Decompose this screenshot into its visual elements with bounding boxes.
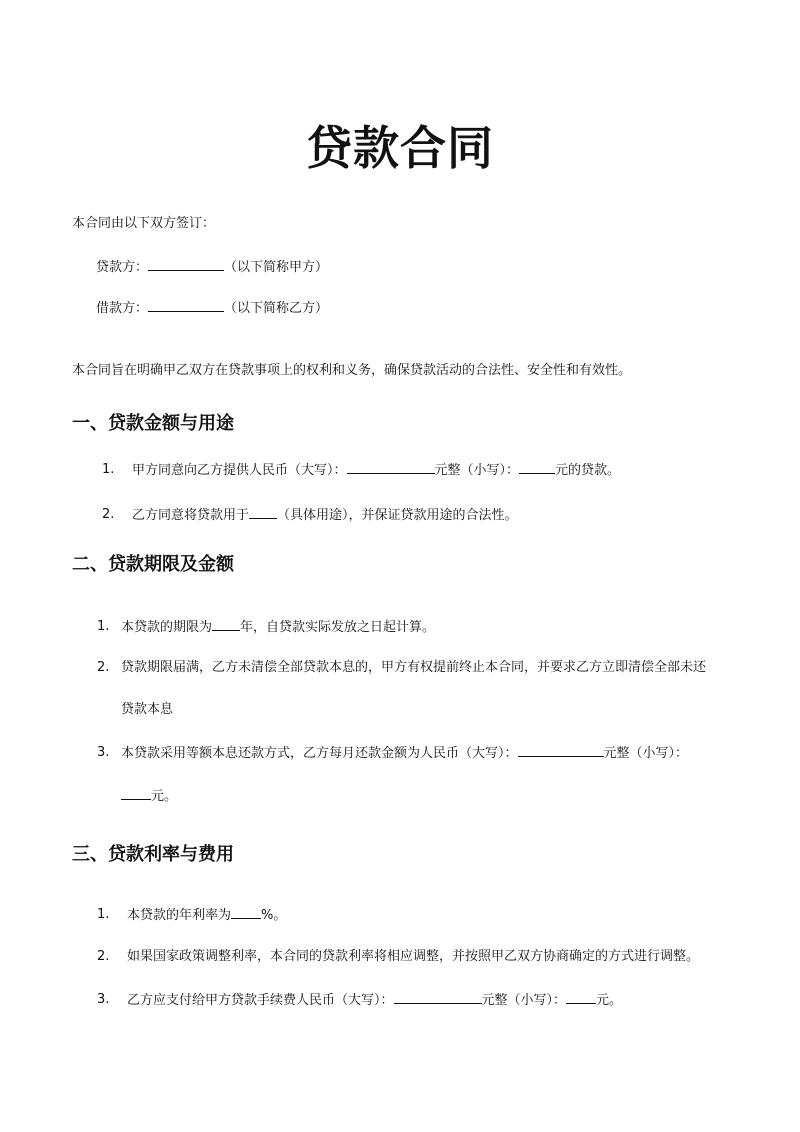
s3-item1-number: 1. — [97, 907, 110, 922]
s1-item2 — [132, 506, 518, 525]
s2-item2-number: 2. — [97, 660, 110, 675]
s1-item1-text-c: 元的贷款。 — [555, 463, 621, 478]
lender-label: 贷款方： — [96, 260, 149, 275]
s3-item1-text-a: 本贷款的年利率为 — [127, 908, 232, 923]
s3-item1 — [127, 906, 286, 925]
s2-item3-text-a: 本贷款采用等额本息还款方式，乙方每月还款金额为人民币（大写）： — [121, 746, 518, 761]
s3-item2-number: 2. — [97, 949, 110, 964]
borrower-line — [96, 299, 328, 318]
lender-blank — [148, 258, 224, 271]
document-title: 贷款合同 — [306, 121, 494, 175]
s3-item3 — [127, 991, 622, 1010]
s1-item2-blank — [249, 506, 277, 519]
s2-item3-text-c: 元。 — [151, 789, 178, 804]
s2-item3-blank1 — [518, 744, 604, 757]
borrower-label: 借款方： — [96, 301, 149, 316]
s3-item3-text-b: 元整（小写）： — [481, 993, 567, 1008]
s2-item1-blank — [212, 618, 240, 631]
s2-item1 — [121, 618, 435, 637]
s1-item1-blank1 — [347, 461, 435, 474]
s2-item3-line1 — [121, 744, 688, 763]
section2-heading: 二、贷款期限及金额 — [72, 554, 234, 575]
s2-item3-line2 — [121, 787, 177, 806]
s2-item3-number: 3. — [97, 745, 110, 760]
s3-item3-text-c: 元。 — [596, 993, 623, 1008]
s1-item1 — [132, 461, 620, 480]
borrower-suffix: （以下简称乙方） — [224, 301, 329, 316]
s3-item3-blank1 — [394, 991, 482, 1004]
s1-item2-text-a: 乙方同意将贷款用于 — [132, 508, 250, 523]
section3-heading: 三、贷款利率与费用 — [72, 844, 234, 865]
s1-item1-blank2 — [519, 461, 555, 474]
section1-heading: 一、贷款金额与用途 — [72, 413, 234, 434]
s1-item2-number: 2. — [102, 507, 115, 522]
s2-item1-number: 1. — [97, 619, 110, 634]
intro-text: 本合同由以下双方签订： — [72, 216, 216, 231]
s1-item2-text-b: （具体用途），并保证贷款用途的合法性。 — [277, 508, 518, 523]
s3-item2: 如果国家政策调整利率，本合同的贷款利率将相应调整，并按照甲乙双方协商确定的方式进行调整。 — [127, 949, 700, 964]
s2-item1-text-a: 本贷款的期限为 — [121, 620, 213, 635]
s3-item1-blank — [231, 906, 261, 919]
s3-item1-text-b: %。 — [261, 908, 287, 923]
s3-item3-text-a: 乙方应支付给甲方贷款手续费人民币（大写）： — [127, 993, 394, 1008]
purpose-text: 本合同旨在明确甲乙双方在贷款事项上的权利和义务，确保贷款活动的合法性、安全性和有效性。 — [72, 363, 632, 378]
s1-item1-number: 1. — [102, 462, 115, 477]
s1-item1-text-a: 甲方同意向乙方提供人民币（大写）： — [132, 463, 347, 478]
s2-item1-text-b: 年，自贷款实际发放之日起计算。 — [240, 620, 436, 635]
s2-item3-text-b: 元整（小写）： — [603, 746, 689, 761]
borrower-blank — [148, 299, 224, 312]
s3-item3-blank2 — [566, 991, 596, 1004]
s3-item3-number: 3. — [97, 992, 110, 1007]
s1-item1-text-b: 元整（小写）： — [434, 463, 520, 478]
s2-item3-blank2 — [121, 787, 151, 800]
s2-item2-line2: 贷款本息 — [121, 702, 174, 717]
s2-item2-line1: 贷款期限届满，乙方未清偿全部贷款本息的，甲方有权提前终止本合同，并要求乙方立即清偿全部未还 — [121, 660, 707, 675]
lender-suffix: （以下简称甲方） — [224, 260, 329, 275]
lender-line — [96, 258, 328, 277]
